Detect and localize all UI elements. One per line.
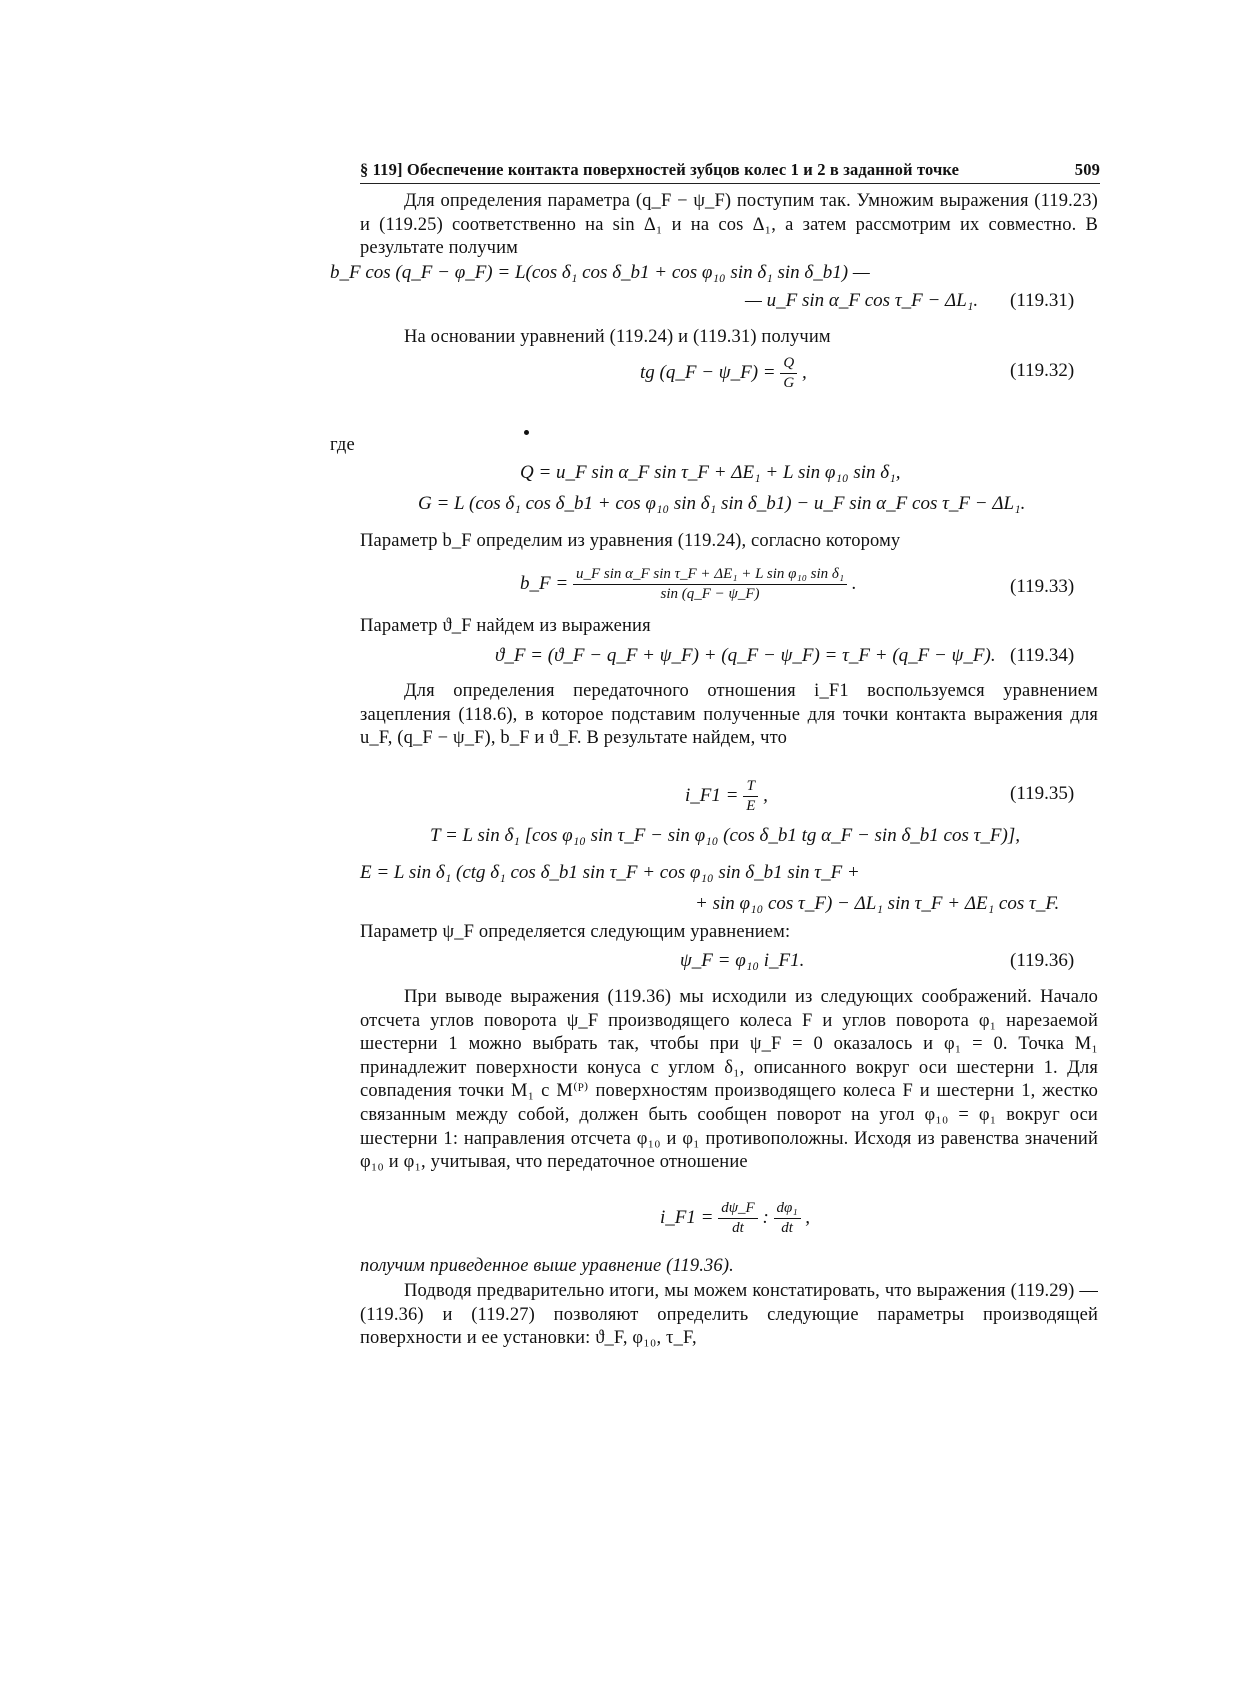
fraction-denominator: E xyxy=(746,798,756,814)
page-number: 509 xyxy=(1074,160,1100,179)
ratio-colon: : xyxy=(762,1206,769,1228)
equation-lhs: i_F1 = xyxy=(660,1206,714,1228)
equation-119-36: ψ_F = φ₁₀ i_F1. xyxy=(680,950,805,971)
fraction-denominator: dt xyxy=(732,1220,744,1236)
equation-119-34: ϑ_F = (ϑ_F − q_F + ψ_F) + (q_F − ψ_F) = τ_F + (q_F − ψ_F). xyxy=(495,645,996,666)
fraction-numerator: T xyxy=(743,778,758,797)
equation-G: G = L (cos δ₁ cos δ_b1 + cos φ₁₀ sin δ₁ sin δ_b1) − u_F sin α_F cos τ_F − ΔL₁. xyxy=(418,493,1026,514)
paragraph-8: получим приведенное выше уравнение (119.36). xyxy=(360,1256,734,1276)
paragraph-4: Параметр ϑ_F найдем из выражения xyxy=(360,616,651,636)
fraction-numerator: u_F sin α_F sin τ_F + ΔE₁ + L sin φ₁₀ sin δ₁ xyxy=(573,566,847,585)
paragraph-9: Подводя предварительно итоги, мы можем констатировать, что выражения (119.29) — (119.36) и (119.27) позволяют определить следующие параметры производящей поверхности и ее установки: ϑ_F, φ₁₀, τ_F, xyxy=(360,1281,1098,1349)
paragraph-6: Параметр ψ_F определяется следующим уравнением: xyxy=(360,922,791,942)
fraction-numerator: Q xyxy=(780,355,797,374)
running-head-title: § 119] Обеспечение контакта поверхностей зубцов колес 1 и 2 в заданной точке xyxy=(360,160,960,179)
equation-number: (119.33) xyxy=(1010,576,1075,597)
equation-119-31-line1: b_F cos (q_F − φ_F) = L(cos δ₁ cos δ_b1 + cos φ₁₀ sin δ₁ sin δ_b1) — xyxy=(330,262,870,283)
paragraph-5: Для определения передаточного отношения i_F1 воспользуемся уравнением зацепления (118.6), в которое подставим полученные для точки контакта выражения для u_F, (q_F − ψ_F), b_F и ϑ_F. В результате найдем, что xyxy=(360,681,1098,749)
equation-119-32 xyxy=(640,355,807,392)
paragraph-2: На основании уравнений (119.24) и (119.31) получим xyxy=(404,327,831,347)
fraction-numerator: dφ₁ xyxy=(774,1200,801,1219)
ink-dot xyxy=(524,430,529,435)
equation-lhs: tg (q_F − ψ_F) = xyxy=(640,361,776,383)
fraction-denominator: G xyxy=(783,375,795,391)
fraction-2 xyxy=(774,1200,801,1237)
fraction-numerator: dψ_F xyxy=(718,1200,757,1219)
equation-number: (119.36) xyxy=(1010,950,1075,971)
where-label: где xyxy=(330,435,355,455)
equation-119-31-line2: — u_F sin α_F cos τ_F − ΔL₁. xyxy=(745,290,979,311)
equation-lhs: i_F1 = xyxy=(685,784,739,806)
equation-number: (119.32) xyxy=(1010,360,1075,381)
equation-119-33 xyxy=(520,566,857,603)
equation-T: T = L sin δ₁ [cos φ₁₀ sin τ_F − sin φ₁₀ (cos δ_b1 tg α_F − sin δ_b1 cos τ_F)], xyxy=(430,825,1020,846)
equation-E-line2: + sin φ₁₀ cos τ_F) − ΔL₁ sin τ_F + ΔE₁ cos τ_F. xyxy=(695,893,1060,914)
paragraph-3: Параметр b_F определим из уравнения (119.24), согласно которому xyxy=(360,531,901,551)
paragraph-7: При выводе выражения (119.36) мы исходили из следующих соображений. Начало отсчета углов поворота ψ_F производящего колеса F и углов поворота φ₁ нарезаемой шестерни 1 можно выбрать так, чтобы при ψ_F = 0 оказалось и φ₁ = 0. Точка M₁ принадлежит поверхности конуса с углом δ₁, описанного вокруг оси шестерни 1. Для совпадения точки M₁ с M⁽ᴾ⁾ поверхностям производящего колеса F и шестерни 1, жестко связанным между собой, должен быть сообщен поворот на угол φ₁₀ = φ₁ вокруг оси шестерни 1: направления отсчета φ₁₀ и φ₁ противоположны. Исходя из равенства значений φ₁₀ и φ₁, учитывая, что передаточное отношение xyxy=(360,987,1098,1173)
equation-tail: , xyxy=(763,784,768,806)
equation-number: (119.35) xyxy=(1010,783,1075,804)
fraction xyxy=(743,778,758,815)
fraction-1 xyxy=(718,1200,757,1237)
fraction xyxy=(780,355,797,392)
equation-tail: , xyxy=(801,361,807,383)
equation-Q: Q = u_F sin α_F sin τ_F + ΔE₁ + L sin φ₁₀ sin δ₁, xyxy=(520,462,901,483)
equation-tail: , xyxy=(805,1206,811,1228)
paragraph-1: Для определения параметра (q_F − ψ_F) поступим так. Умножим выражения (119.23) и (119.25) соответственно на sin Δ₁ и на cos Δ₁, а затем рассмотрим их совместно. В результате получим xyxy=(360,191,1098,259)
fraction xyxy=(573,566,847,603)
equation-ratio xyxy=(660,1200,810,1237)
fraction-denominator: sin (q_F − ψ_F) xyxy=(660,586,760,602)
equation-E-line1: E = L sin δ₁ (ctg δ₁ cos δ_b1 sin τ_F + cos φ₁₀ sin δ_b1 sin τ_F + xyxy=(360,862,860,883)
running-head xyxy=(360,160,1100,184)
equation-119-35 xyxy=(685,778,768,815)
equation-number: (119.31) xyxy=(1010,290,1075,311)
equation-number: (119.34) xyxy=(1010,645,1075,666)
equation-tail: . xyxy=(851,572,857,594)
equation-lhs: b_F = xyxy=(520,572,569,594)
fraction-denominator: dt xyxy=(781,1220,793,1236)
